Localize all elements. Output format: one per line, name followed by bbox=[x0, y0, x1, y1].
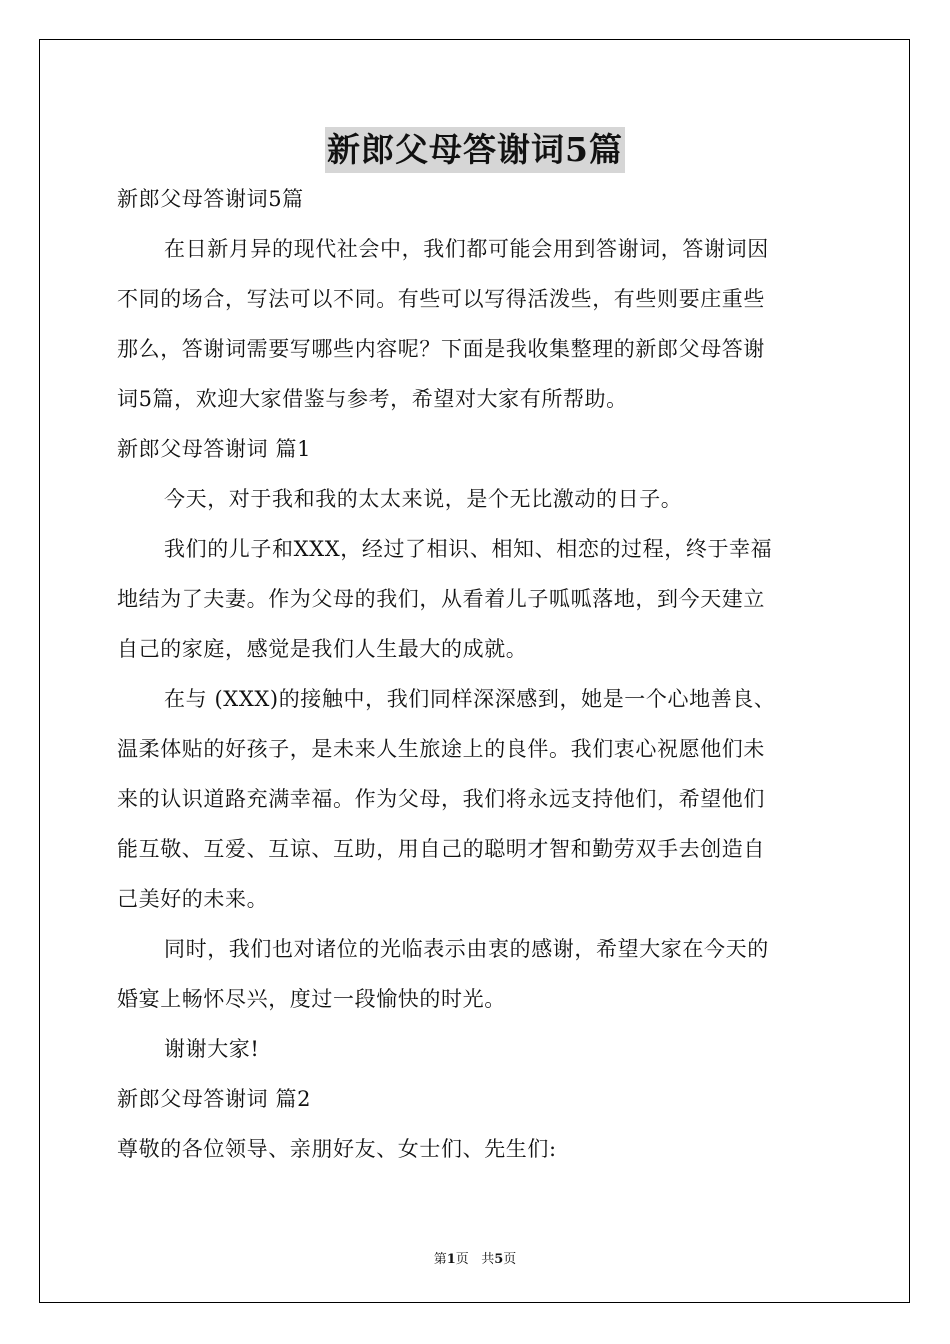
paragraph-line: 尊敬的各位领导、亲朋好友、女士们、先生们: bbox=[117, 1137, 557, 1161]
footer-page-number: 1 bbox=[446, 1252, 456, 1267]
section-heading: 新郎父母答谢词 篇2 bbox=[117, 1087, 312, 1111]
document-title: 新郎父母答谢词5篇 bbox=[325, 127, 625, 173]
paragraph-line: 在日新月异的现代社会中，我们都可能会用到答谢词，答谢词因 bbox=[164, 237, 769, 261]
footer-total-suffix: 页 bbox=[503, 1252, 517, 1267]
paragraph-line: 地结为了夫妻。作为父母的我们，从看着儿子呱呱落地，到今天建立 bbox=[117, 587, 765, 611]
paragraph-line: 词5篇，欢迎大家借鉴与参考，希望对大家有所帮助。 bbox=[117, 387, 628, 411]
paragraph-line: 婚宴上畅怀尽兴，度过一段愉快的时光。 bbox=[117, 987, 506, 1011]
section-heading: 新郎父母答谢词 篇1 bbox=[117, 437, 312, 461]
paragraph-line: 温柔体贴的好孩子，是未来人生旅途上的良伴。我们衷心祝愿他们未 bbox=[117, 737, 765, 761]
page-footer bbox=[0, 1248, 950, 1267]
paragraph-line: 我们的儿子和XXX，经过了相识、相知、相恋的过程，终于幸福 bbox=[164, 537, 773, 561]
paragraph-line: 那么，答谢词需要写哪些内容呢？下面是我收集整理的新郎父母答谢 bbox=[117, 337, 765, 361]
footer-total-prefix: 共 bbox=[481, 1252, 495, 1267]
paragraph-line: 能互敬、互爱、互谅、互助，用自己的聪明才智和勤劳双手去创造自 bbox=[117, 837, 765, 861]
document-subtitle: 新郎父母答谢词5篇 bbox=[117, 187, 304, 211]
footer-page-suffix: 页 bbox=[455, 1252, 469, 1267]
paragraph-line: 来的认识道路充满幸福。作为父母，我们将永远支持他们，希望他们 bbox=[117, 787, 765, 811]
paragraph-line: 谢谢大家! bbox=[164, 1037, 260, 1061]
paragraph-line: 在与 (XXX)的接触中，我们同样深深感到，她是一个心地善良、 bbox=[164, 687, 776, 711]
paragraph-line: 自己的家庭，感觉是我们人生最大的成就。 bbox=[117, 637, 528, 661]
paragraph-line: 同时，我们也对诸位的光临表示由衷的感谢，希望大家在今天的 bbox=[164, 937, 769, 961]
footer-page-prefix: 第 bbox=[433, 1252, 447, 1267]
paragraph-line: 今天，对于我和我的太太来说，是个无比激动的日子。 bbox=[164, 487, 683, 511]
paragraph-line: 己美好的未来。 bbox=[117, 887, 269, 911]
paragraph-line: 不同的场合，写法可以不同。有些可以写得活泼些，有些则要庄重些 bbox=[117, 287, 765, 311]
title-wrap bbox=[117, 127, 833, 173]
footer-total-number: 5 bbox=[494, 1252, 504, 1267]
